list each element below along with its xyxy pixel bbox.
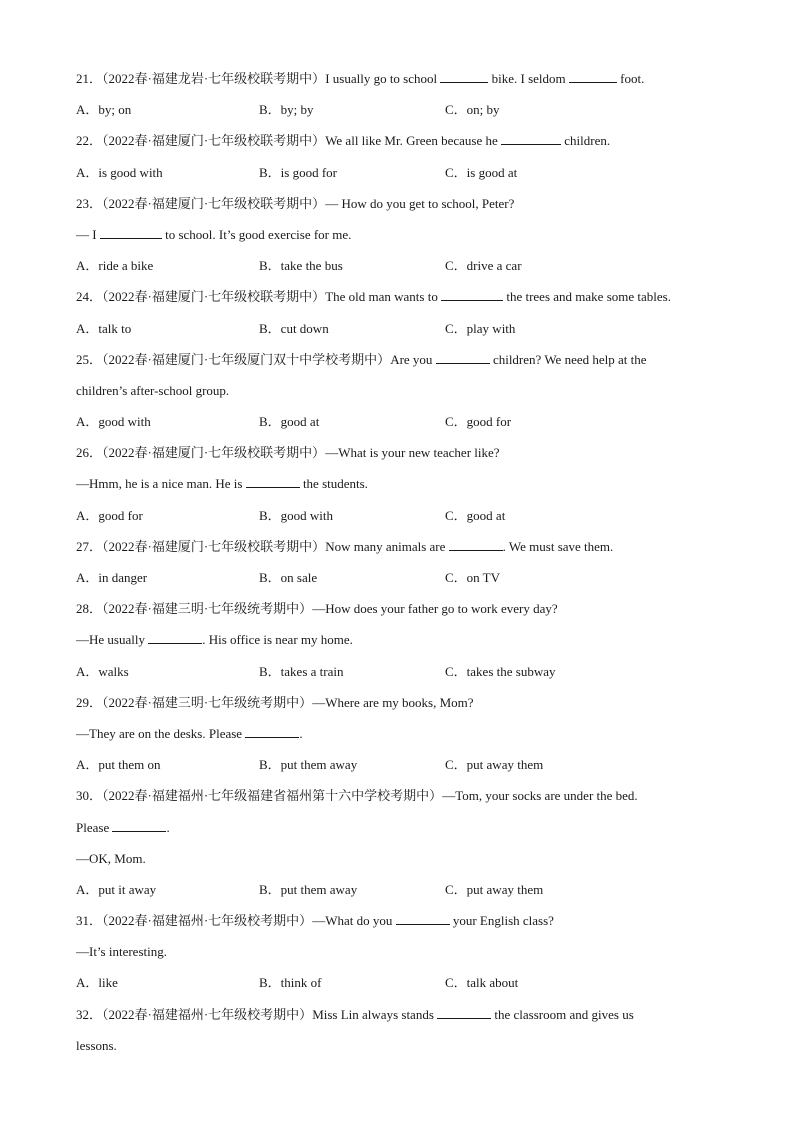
options-29 xyxy=(76,749,726,780)
answer-blank xyxy=(100,227,162,239)
question-30: 30．（2022春·福建福州·七年级福建省福州第十六中学校考期中）—Tom, your socks are under the bed. xyxy=(76,788,638,804)
question-32-line-2: lessons. xyxy=(76,1037,117,1053)
option-c: C．talk about xyxy=(445,975,519,991)
question-30-line-3: —OK, Mom. xyxy=(76,850,146,866)
question-25: 25．（2022春·福建厦门·七年级厦门双十中学校考期中）Are you children? We need help at the xyxy=(76,351,647,367)
question-31: 31．（2022春·福建福州·七年级校考期中）—What do you your English class? xyxy=(76,913,554,929)
question-26-line-2: —Hmm, he is a nice man. He is the students. xyxy=(76,476,368,492)
option-b: B．put them away xyxy=(259,757,358,773)
answer-blank xyxy=(449,539,503,551)
answer-blank xyxy=(396,913,450,925)
option-c: C．good at xyxy=(445,507,506,523)
question-28-line-2: —He usually . His office is near my home. xyxy=(76,632,353,648)
question-31-line-2: —It’s interesting. xyxy=(76,944,167,960)
question-26: 26．（2022春·福建厦门·七年级校联考期中）—What is your new teacher like? xyxy=(76,445,500,461)
option-c: C．put away them xyxy=(445,881,544,897)
option-a: A．in danger xyxy=(76,570,148,585)
answer-blank xyxy=(112,820,166,832)
option-b: B．put them away xyxy=(259,881,358,897)
question-29-line-2: —They are on the desks. Please . xyxy=(76,725,303,741)
option-b: B．take the bus xyxy=(259,258,343,274)
option-a: A．talk to xyxy=(76,320,132,336)
answer-blank xyxy=(569,71,617,83)
question-list xyxy=(76,63,726,1061)
question-27: 27．（2022春·福建厦门·七年级校联考期中）Now many animals are . We must save them. xyxy=(76,538,614,554)
options-30 xyxy=(76,874,726,905)
option-c: C．put away them xyxy=(445,757,544,773)
options-31 xyxy=(76,967,726,998)
options-26 xyxy=(76,500,726,531)
option-b: B．think of xyxy=(259,975,322,991)
options-24 xyxy=(76,313,726,344)
option-c: C．play with xyxy=(445,320,516,336)
option-b: B．on sale xyxy=(259,570,318,585)
option-c: C．on TV xyxy=(445,570,501,585)
answer-blank xyxy=(437,1007,491,1019)
answer-blank xyxy=(246,476,300,488)
option-c: C．drive a car xyxy=(445,258,522,274)
answer-blank xyxy=(501,133,561,145)
option-a: A．walks xyxy=(76,663,129,679)
option-b: B．takes a train xyxy=(259,663,344,679)
answer-blank xyxy=(436,352,490,364)
options-27 xyxy=(76,562,726,593)
question-21: 21．（2022春·福建龙岩·七年级校联考期中）I usually go to school bike. I seldom foot. xyxy=(76,71,645,86)
option-b: B．is good for xyxy=(259,164,338,180)
question-23: 23．（2022春·福建厦门·七年级校联考期中）— How do you get to school, Peter? xyxy=(76,195,515,211)
question-32: 32．（2022春·福建福州·七年级校考期中）Miss Lin always stands the classroom and gives us xyxy=(76,1006,634,1022)
question-23-line-2: — I to school. It’s good exercise for me. xyxy=(76,226,352,242)
answer-blank xyxy=(441,289,503,301)
question-28: 28．（2022春·福建三明·七年级统考期中）—How does your father go to work every day? xyxy=(76,601,558,617)
option-c: C．good for xyxy=(445,414,512,430)
question-29: 29．（2022春·福建三明·七年级统考期中）—Where are my books, Mom? xyxy=(76,694,474,710)
option-a: A．good with xyxy=(76,414,151,430)
option-b: B．good at xyxy=(259,414,320,430)
option-c: C．takes the subway xyxy=(445,663,556,679)
option-a: A．like xyxy=(76,975,118,991)
option-c: C．is good at xyxy=(445,164,518,180)
answer-blank xyxy=(148,632,202,644)
question-24: 24．（2022春·福建厦门·七年级校联考期中）The old man wants to the trees and make some tables. xyxy=(76,289,671,305)
answer-blank xyxy=(245,726,299,738)
options-28 xyxy=(76,656,726,687)
question-25-line-2: children’s after-school group. xyxy=(76,382,230,398)
option-a: A．ride a bike xyxy=(76,258,154,274)
options-23 xyxy=(76,250,726,281)
answer-blank xyxy=(440,71,488,83)
question-22: 22．（2022春·福建厦门·七年级校联考期中）We all like Mr. Green because he children. xyxy=(76,133,611,149)
option-a: A．is good with xyxy=(76,164,163,180)
option-b: B．by; by xyxy=(259,102,314,118)
option-b: B．cut down xyxy=(259,320,329,336)
option-b: B．good with xyxy=(259,507,334,523)
option-a: A．put them on xyxy=(76,757,161,773)
options-21 xyxy=(76,94,726,125)
option-a: A．put it away xyxy=(76,881,157,897)
question-30-line-2: Please . xyxy=(76,819,170,835)
option-a: A．by; on xyxy=(76,102,132,118)
options-25 xyxy=(76,406,726,437)
options-22 xyxy=(76,157,726,188)
option-c: C．on; by xyxy=(445,102,500,118)
option-a: A．good for xyxy=(76,507,143,523)
